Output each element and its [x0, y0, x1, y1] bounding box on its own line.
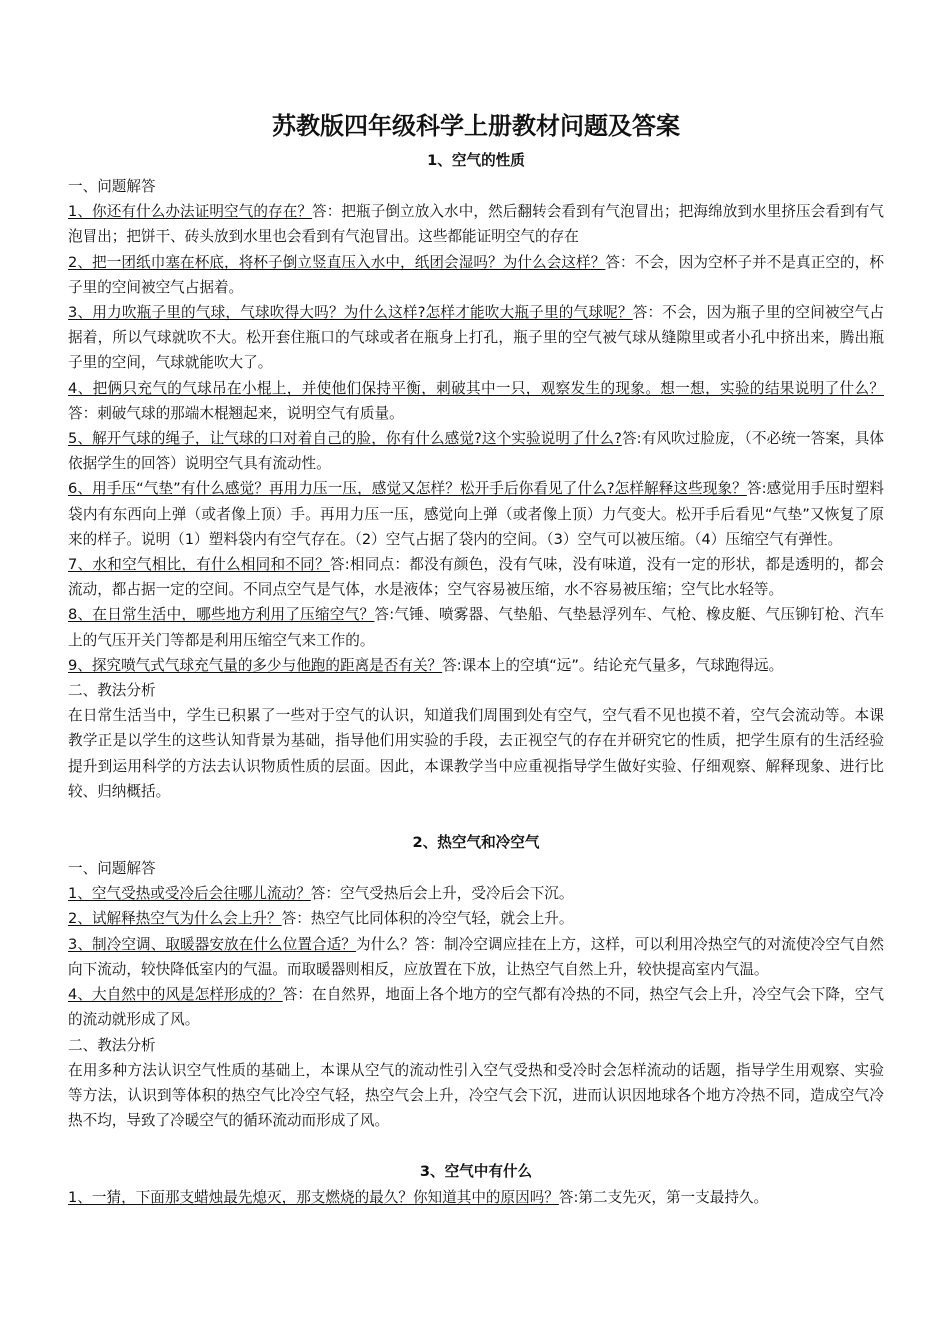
analysis-label: 二、教法分析 — [68, 1036, 156, 1054]
question-text: 8、在日常生活中，哪些地方利用了压缩空气？ — [68, 606, 375, 624]
analysis-label: 二、教法分析 — [68, 682, 156, 700]
section-heading: 2、热空气和冷空气 — [412, 834, 540, 852]
answer-text: 答：空气受热后会上升，受冷后会下沉。 — [310, 885, 574, 903]
qa-item — [68, 426, 884, 476]
qa-item — [68, 199, 884, 249]
answer-text: 答:气锤、喷雾器、气垫船、气垫悬浮列车、气枪、橡皮艇、气压铆钉枪、汽车上的气压开关门等都是利用压缩空气来工作的。 — [68, 606, 884, 649]
question-text: 5、解开气球的绳子，让气球的口对着自己的脸，你有什么感觉?这个实验说明了什么? — [68, 430, 622, 448]
question-text: 9、探究喷气式气球充气量的多少与他跑的距离是否有关？ — [68, 656, 443, 674]
question-text: 6、用手压“气垫”有什么感觉？再用力压一压，感觉又怎样？松开手后你看见了什么?怎样解释这些现象？ — [68, 480, 747, 498]
analysis-text: 在日常生活当中，学生已积累了一些对于空气的认识，知道我们周围到处有空气，空气看不见也摸不着，空气会流动等。本课教学正是以学生的这些认知背景为基础，指导他们用实验的手段，去正视空气的存在并研究它的性质，把学生原有的生活经验提升到运用科学的方法去认识物质性质的层面。因此，本课教学当中应重视指导学生做好实验、仔细观察、解释现象、进行比较、归纳概括。 — [68, 707, 884, 800]
question-text: 4、大自然中的风是怎样形成的？ — [68, 986, 283, 1004]
question-text: 2、试解释热空气为什么会上升？ — [68, 910, 282, 928]
answer-text: 为什么？答：制冷空调应挂在上方，这样，可以利用冷热空气的对流使冷空气自然向下流动，较快降低室内的气温。而取暖器则相反，应放置在下放，让热空气自然上升，较快提高室内气温。 — [68, 935, 884, 978]
qa-item — [68, 376, 884, 426]
answer-text: 答:相同点：都没有颜色，没有气味，没有味道，没有一定的形状，都是透明的，都会流动，都占据一定的空间。不同点空气是气体，水是液体；空气容易被压缩，水不容易被压缩；空气比水轻等。 — [68, 556, 884, 599]
question-text: 1、你还有什么办法证明空气的存在？ — [68, 203, 313, 221]
document-page — [68, 108, 884, 1211]
question-text: 3、用力吹瓶子里的气球，气球吹得大吗？为什么这样?怎样才能吹大瓶子里的气球呢？ — [68, 304, 633, 322]
document-title: 苏教版四年级科学上册教材问题及答案 — [272, 112, 680, 140]
answer-text: 答：在自然界，地面上各个地方的空气都有冷热的不同，热空气会上升，冷空气会下降，空气的流动就形成了风。 — [68, 986, 884, 1029]
qa-item — [68, 932, 884, 982]
qa-item — [68, 250, 884, 300]
answer-text: 答：不会，因为瓶子里的空间被空气占据着，所以气球就吹不大。松开套住瓶口的气球或者在瓶身上打孔，瓶子里的空气被气球从缝隙里或者小孔中挤出来，腾出瓶子里的空间，气球就能吹大了。 — [68, 304, 884, 372]
analysis-text: 在用多种方法认识空气性质的基础上，本课从空气的流动性引入空气受热和受冷时会怎样流动的话题，指导学生用观察、实验等方法，认识到等体积的热空气比冷空气轻，热空气会上升，冷空气会下沉，进而认识因地球各个地方冷热不同，造成空气冷热不均，导致了冷暖空气的循环流动而形成了风。 — [68, 1061, 884, 1130]
answer-text: 答:第二支先灭，第一支最持久。 — [558, 1189, 769, 1207]
question-text: 1、一猜，下面那支蜡烛最先熄灭，那支燃烧的最久？你知道其中的原因吗？ — [68, 1189, 559, 1207]
answer-text: 答：刺破气球的那端木棍翘起来，说明空气有质量。 — [68, 404, 404, 422]
qa-item — [68, 906, 884, 931]
question-text: 4、把俩只充气的气球吊在小棍上，并使他们保持平衡，刺破其中一只，观察发生的现象。想一想，实验的结果说明了什么？ — [68, 379, 884, 397]
section-spacer — [68, 804, 884, 830]
qa-item — [68, 602, 884, 652]
qa-label: 一、问题解答 — [68, 860, 156, 878]
answer-text: 答:有风吹过脸庞，（不必统一答案，具体依据学生的回答）说明空气具有流动性。 — [68, 430, 884, 473]
qa-item — [68, 300, 884, 376]
question-text: 1、空气受热或受冷后会往哪儿流动？ — [68, 885, 311, 903]
answer-text: 答：把瓶子倒立放入水中，然后翻转会看到有气泡冒出；把海绵放到水里挤压会看到有气泡冒出；把饼干、砖头放到水里也会看到有气泡冒出。这些都能证明空气的存在 — [68, 203, 884, 246]
qa-item — [68, 653, 884, 678]
answer-text: 答：热空气比同体积的冷空气轻，就会上升。 — [281, 910, 574, 928]
section-heading: 3、空气中有什么 — [419, 1163, 533, 1181]
answer-text: 答:感觉用手压时塑料袋内有东西向上弹（或者像上顶）手。再用力压一压，感觉向上弹（或者像上顶）力气变大。松开手后看见“气垫”又恢复了原来的样子。说明（1）塑料袋内有空气存在。（2）空气占据了袋内的空间。（3）空气可以被压缩。（4）压缩空气有弹性。 — [68, 480, 884, 548]
question-text: 7、水和空气相比，有什么相同和不同？ — [68, 556, 330, 574]
answer-text: 答:课本上的空填“远”。结论充气量多，气球跑得远。 — [442, 656, 784, 674]
question-text: 2、把一团纸巾塞在杯底，将杯子倒立竖直压入水中，纸团会湿吗？为什么会这样？ — [68, 253, 606, 271]
section-heading: 1、空气的性质 — [427, 152, 525, 169]
qa-item — [68, 982, 884, 1032]
qa-item — [68, 552, 884, 602]
qa-label: 一、问题解答 — [68, 178, 156, 195]
qa-item — [68, 881, 884, 906]
section-spacer — [68, 1133, 884, 1159]
question-text: 3、制冷空调、取暖器安放在什么位置合适？ — [68, 935, 357, 953]
answer-text: 答：不会，因为空杯子并不是真正空的，杯子里的空间被空气占据着。 — [68, 253, 884, 296]
qa-item — [68, 476, 884, 552]
qa-item — [68, 1185, 884, 1210]
